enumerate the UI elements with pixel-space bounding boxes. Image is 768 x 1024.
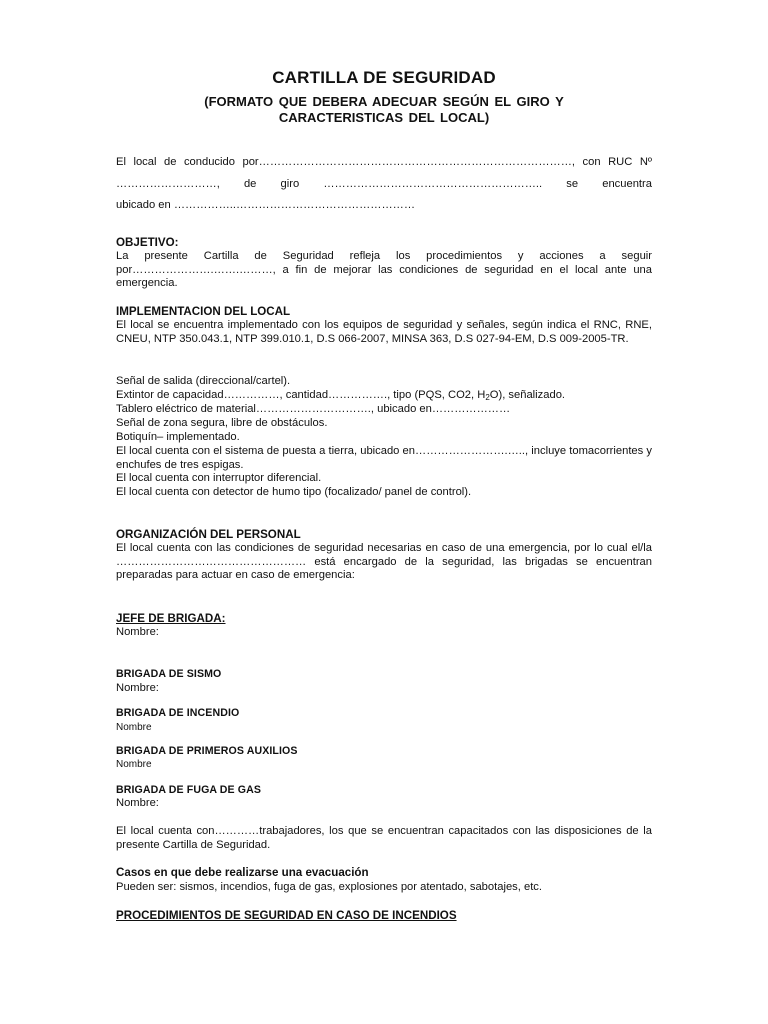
brigada-auxilios-heading: BRIGADA DE PRIMEROS AUXILIOS [116,745,298,757]
implementacion-text: El local se encuentra implementado con los equipos de seguridad y señales, según indica el RNC, RNE, CNEU, NTP 350.043.1, NTP 399.010.1, D.S 066-2007, MINSA 363, D.S 027-94-EM, D.S 009-2005-TR. [116,319,652,345]
extintor-subscript: 2 [485,393,490,402]
objetivo-heading: OBJETIVO: [116,236,179,249]
brigada-auxilios-nombre: Nombre [116,759,152,770]
intro-line-2: ………………………, de giro ………………………………………………….. se encuentra [116,178,652,190]
evacuacion-text: Pueden ser: sismos, incendios, fuga de gas, explosiones por atentado, sabotajes, etc. [116,881,543,893]
trabajadores-text: El local cuenta con…………trabajadores, los que se encuentran capacitados con las disposiciones de la presente Cartilla de Seguridad. [116,825,652,851]
extintor-text-a: Extintor de capacidad……………, cantidad……………., tipo (PQS, CO2, H [116,389,486,401]
intro-line-3: ubicado en ……………..………………………………………… [116,199,416,211]
document-title: CARTILLA DE SEGURIDAD [272,68,496,87]
procedimientos-heading: PROCEDIMIENTOS DE SEGURIDAD EN CASO DE INCENDIOS [116,909,457,922]
organizacion-heading: ORGANIZACIÓN DEL PERSONAL [116,528,301,541]
brigada-incendio-heading: BRIGADA DE INCENDIO [116,707,240,719]
item-tablero: Tablero eléctrico de material…………………………., ubicado en………………… [116,403,511,415]
organizacion-text: El local cuenta con las condiciones de seguridad necesarias en caso de una emergencia, por lo cual el/la …………………………………………… está encargado de la seguridad, las brigadas se encuentran preparadas para actuar en caso de emergencia: [116,542,652,582]
document-subtitle: (FORMATO QUE DEBERA ADECUAR SEGÚN EL GIRO Y CARACTERISTICAS DEL LOCAL) [204,94,564,125]
brigada-sismo-heading: BRIGADA DE SISMO [116,668,222,680]
item-puesta-tierra: El local cuenta con el sistema de puesta a tierra, ubicado en…………………….….., incluye tomacorrientes y enchufes de tres espigas. [116,445,652,471]
jefe-brigada-nombre: Nombre: [116,626,159,638]
item-senal-salida: Señal de salida (direccional/cartel). [116,375,291,387]
evacuacion-heading: Casos en que debe realizarse una evacuación [116,866,369,879]
brigada-gas-nombre: Nombre: [116,797,159,809]
implementacion-heading: IMPLEMENTACION DEL LOCAL [116,305,291,318]
item-zona-segura: Señal de zona segura, libre de obstáculos. [116,417,328,429]
jefe-brigada-heading: JEFE DE BRIGADA: [116,612,226,625]
brigada-incendio-nombre: Nombre [116,722,152,733]
intro-line-1: El local de conducido por…………………………………………………………………………, con RUC Nº [116,156,652,168]
brigada-sismo-nombre: Nombre: [116,682,159,694]
item-botiquin: Botiquín– implementado. [116,431,240,443]
item-detector-humo: El local cuenta con detector de humo tipo (focalizado/ panel de control). [116,486,472,498]
brigada-gas-heading: BRIGADA DE FUGA DE GAS [116,784,262,796]
objetivo-text: La presente Cartilla de Seguridad refleja los procedimientos y acciones a seguir por………………….…….………, a fin de mejorar las condiciones de seguridad en el local ante una emergencia. [116,250,652,290]
extintor-text-b: O), señalizado. [489,389,566,401]
item-interruptor: El local cuenta con interruptor diferencial. [116,472,322,484]
item-extintor [116,389,652,403]
